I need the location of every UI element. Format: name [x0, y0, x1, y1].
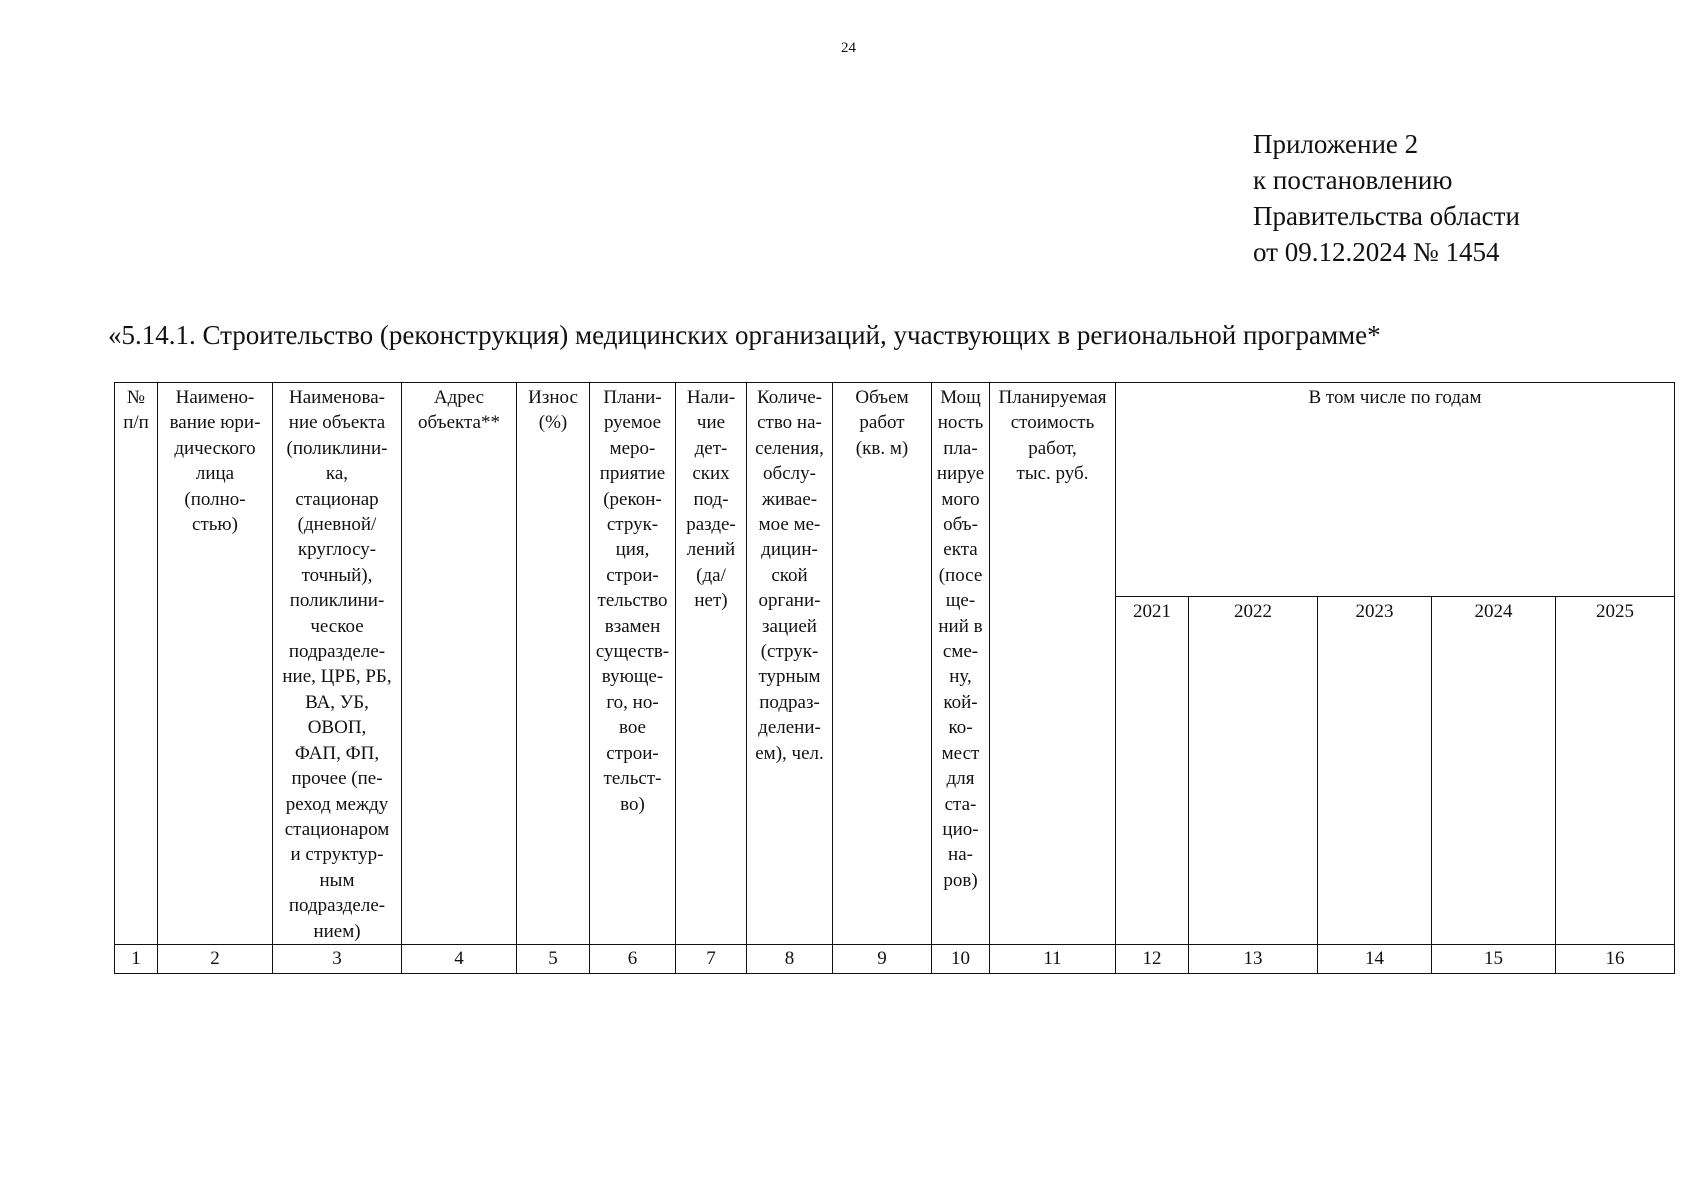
- header-line: Износ: [528, 387, 578, 408]
- header-line: стоимость: [1010, 412, 1095, 434]
- header-cell: [273, 383, 402, 945]
- header-cell: [747, 383, 833, 945]
- header-line: тыс. руб.: [1016, 463, 1089, 485]
- header-line: п/п: [123, 412, 149, 434]
- header-line: работ,: [1028, 437, 1077, 459]
- header-row: [115, 383, 1675, 597]
- header-line: ОВОП,: [307, 717, 367, 739]
- header-cell: [158, 383, 273, 945]
- column-number: 3: [273, 944, 402, 973]
- header-line: селения,: [755, 437, 824, 459]
- header-line: ров): [943, 869, 978, 891]
- header-line: реход между: [285, 793, 389, 815]
- header-line: во): [620, 793, 645, 815]
- header-cell: [402, 383, 517, 945]
- header-line: Плани-: [603, 387, 662, 408]
- header-cell: [115, 383, 158, 945]
- header-line: стационар: [295, 488, 379, 510]
- header-line: лица: [195, 463, 235, 485]
- header-line: ской: [771, 564, 808, 586]
- header-cell: [990, 383, 1116, 945]
- column-number: 12: [1116, 944, 1189, 973]
- header-line: ным: [319, 869, 355, 891]
- header-line: чие: [696, 412, 726, 434]
- column-number: 13: [1189, 944, 1318, 973]
- header-line: мое ме-: [758, 514, 821, 536]
- header-line: зацией: [762, 615, 817, 637]
- header-line: строи-: [606, 742, 659, 764]
- header-line: ческое: [310, 615, 364, 637]
- header-line: взамен: [604, 615, 661, 637]
- header-line: на-: [948, 844, 973, 866]
- appendix-line: к постановлению: [1253, 165, 1453, 195]
- header-line: ция,: [615, 539, 650, 561]
- header-line: разде-: [686, 514, 736, 536]
- header-line: руемое: [603, 412, 662, 434]
- appendix-line: Правительства области: [1253, 201, 1520, 231]
- header-line: цио-: [942, 818, 979, 840]
- header-line: стационаром: [284, 818, 390, 840]
- header-line: органи-: [758, 590, 821, 612]
- header-line: прочее (пе-: [291, 768, 383, 790]
- header-line: екта: [943, 539, 978, 561]
- header-line: (рекон-: [603, 488, 662, 510]
- header-line: ских: [692, 463, 730, 485]
- year-cell: 2024: [1432, 596, 1556, 944]
- header-line: го, но-: [606, 691, 659, 713]
- appendix-line: от 09.12.2024 № 1454: [1253, 237, 1500, 267]
- column-number: 16: [1556, 944, 1675, 973]
- header-line: вующе-: [601, 666, 664, 688]
- header-line: Количе-: [757, 387, 822, 408]
- header-line: (кв. м): [855, 437, 909, 459]
- header-line: ка,: [325, 463, 349, 485]
- header-line: существ-: [595, 641, 670, 663]
- header-line: лений: [686, 539, 736, 561]
- header-line: тельство: [597, 590, 668, 612]
- header-line: ем), чел.: [755, 742, 824, 764]
- column-number: 8: [747, 944, 833, 973]
- header-line: работ: [859, 412, 905, 434]
- header-line: турным: [758, 666, 821, 688]
- header-line: стью): [192, 514, 238, 536]
- header-cell: [833, 383, 932, 945]
- header-line: ние, ЦРБ, РБ,: [282, 666, 392, 688]
- header-line: подразделе-: [288, 641, 386, 663]
- header-line: (струк-: [760, 641, 819, 663]
- column-number: 9: [833, 944, 932, 973]
- header-cell: [517, 383, 590, 945]
- header-line: сме-: [942, 641, 979, 663]
- header-line: (да/: [696, 564, 726, 586]
- header-line: ние объекта: [288, 412, 386, 434]
- header-line: мест: [941, 742, 980, 764]
- header-line: ну,: [949, 666, 972, 688]
- year-cell: 2025: [1556, 596, 1675, 944]
- header-line: мого: [941, 488, 980, 510]
- column-number: 2: [158, 944, 273, 973]
- header-line: меро-: [609, 437, 656, 459]
- years-caption: В том числе по годам: [1116, 383, 1675, 597]
- header-line: Адрес: [433, 387, 485, 408]
- header-line: тельст-: [603, 768, 662, 790]
- header-line: ще-: [945, 590, 976, 612]
- header-line: поликлини-: [289, 590, 385, 612]
- header-line: ство на-: [757, 412, 822, 434]
- header-line: кой-: [943, 691, 978, 713]
- header-line: круглосу-: [297, 539, 377, 561]
- header-line: вание юри-: [169, 412, 261, 434]
- header-line: дического: [174, 437, 256, 459]
- header-line: строи-: [606, 564, 659, 586]
- header-cell: [676, 383, 747, 945]
- header-line: точный),: [301, 564, 373, 586]
- page-number: 24: [841, 40, 856, 56]
- column-number: 4: [402, 944, 517, 973]
- header-line: Мощ: [940, 387, 981, 408]
- header-line: обслу-: [763, 463, 816, 485]
- year-cell: 2022: [1189, 596, 1318, 944]
- header-cell: [932, 383, 990, 945]
- header-line: дет-: [694, 437, 728, 459]
- year-cell: 2023: [1318, 596, 1432, 944]
- header-line: объ-: [943, 514, 978, 536]
- header-line: нием): [313, 920, 361, 942]
- header-line: живае-: [761, 488, 818, 510]
- header-line: ФАП, ФП,: [294, 742, 380, 764]
- column-number-row: [115, 944, 1675, 973]
- column-number: 15: [1432, 944, 1556, 973]
- column-number: 11: [990, 944, 1116, 973]
- header-line: пла-: [943, 437, 978, 459]
- header-line: для: [946, 768, 975, 790]
- header-line: Планируемая: [998, 387, 1107, 408]
- header-line: ВА, УБ,: [305, 691, 369, 713]
- header-line: подразделе-: [288, 895, 386, 917]
- header-line: (дневной/: [297, 514, 377, 536]
- appendix-block: [1253, 126, 1520, 270]
- header-line: объекта**: [418, 412, 500, 434]
- header-line: вое: [618, 717, 646, 739]
- header-line: ста-: [944, 793, 977, 815]
- header-line: (поликлини-: [286, 437, 388, 459]
- header-line: подраз-: [759, 691, 820, 713]
- year-cell: 2021: [1116, 596, 1189, 944]
- header-line: приятие: [599, 463, 666, 485]
- header-line: ность: [937, 412, 984, 434]
- header-line: ний в: [938, 615, 983, 637]
- column-number: 6: [590, 944, 676, 973]
- construction-table: [114, 382, 1675, 974]
- header-line: (полно-: [184, 488, 246, 510]
- header-line: нируе: [936, 463, 985, 485]
- column-number: 7: [676, 944, 747, 973]
- header-line: Объем: [855, 387, 909, 408]
- header-line: Нали-: [686, 387, 736, 408]
- column-number: 10: [932, 944, 990, 973]
- header-line: делени-: [758, 717, 821, 739]
- header-line: нет): [694, 590, 728, 612]
- header-line: и структур-: [290, 844, 384, 866]
- header-line: Наименова-: [289, 387, 385, 408]
- section-heading: «5.14.1. Строительство (реконструкция) медицинских организаций, участвующих в региональной программе*: [108, 320, 1381, 350]
- header-line: (посе: [938, 564, 983, 586]
- column-number: 14: [1318, 944, 1432, 973]
- appendix-line: Приложение 2: [1253, 129, 1419, 159]
- column-number: 1: [115, 944, 158, 973]
- header-cell: [590, 383, 676, 945]
- header-line: ко-: [948, 717, 973, 739]
- header-line: струк-: [606, 514, 659, 536]
- column-number: 5: [517, 944, 590, 973]
- header-line: (%): [538, 412, 568, 434]
- header-line: под-: [693, 488, 729, 510]
- header-line: Наимено-: [175, 387, 255, 408]
- header-line: №: [126, 387, 146, 408]
- header-line: дицин-: [761, 539, 818, 561]
